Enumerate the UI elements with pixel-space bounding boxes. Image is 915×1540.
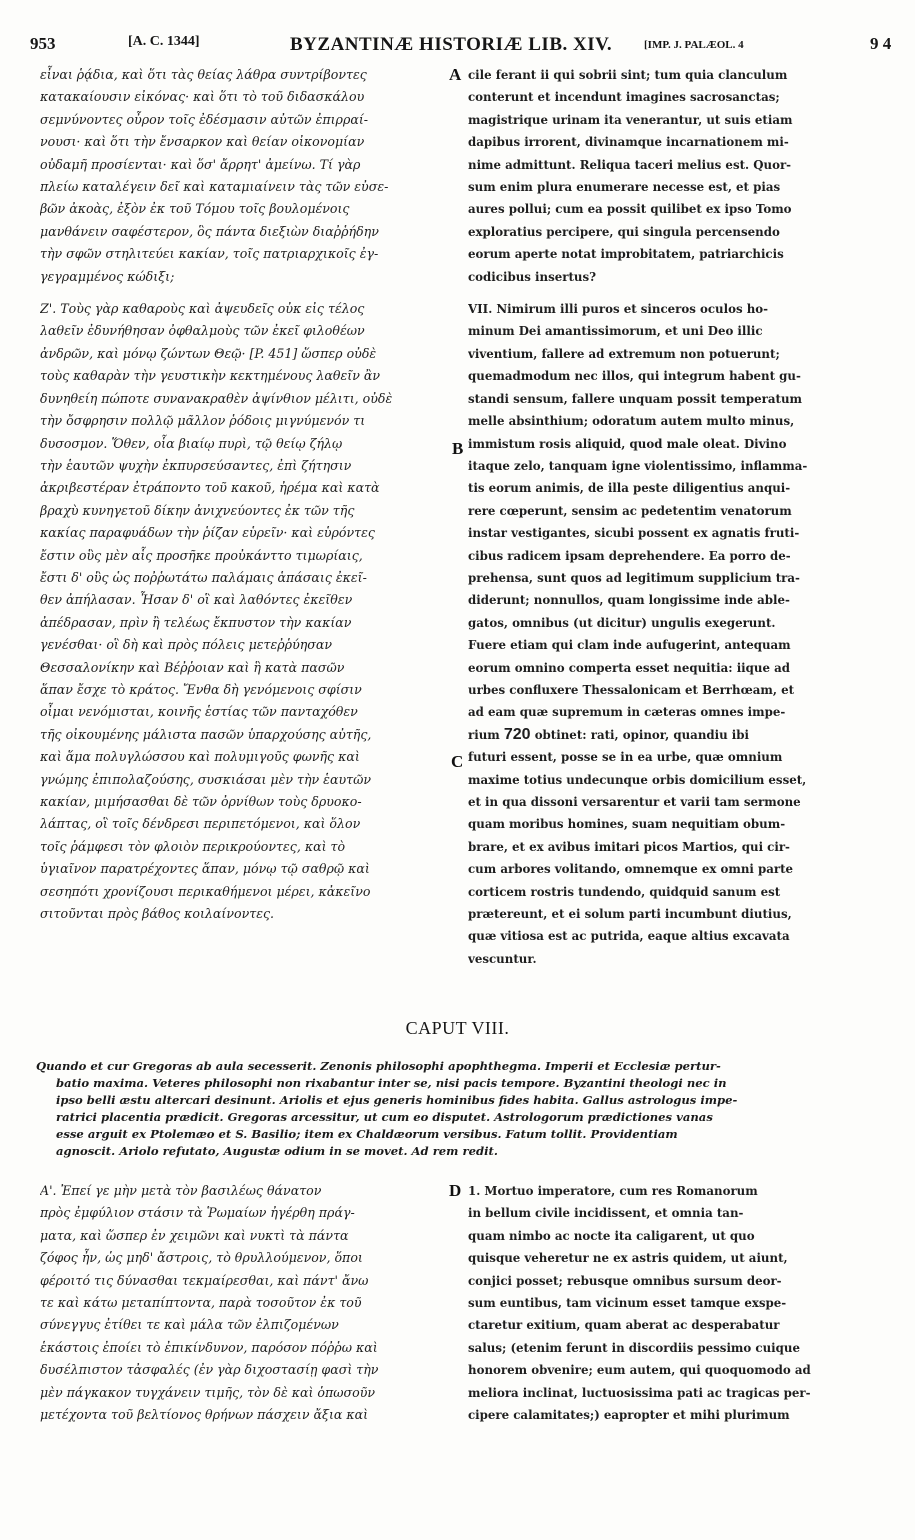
margin-marker-d: D bbox=[449, 1181, 462, 1200]
header-date: [A. C. 1344] bbox=[128, 34, 200, 49]
header-title: BYZANTINÆ HISTORIÆ LIB. XIV. bbox=[290, 34, 613, 55]
margin-marker-b: B bbox=[452, 439, 464, 458]
greek-text-line: ζόφος ἦν, ὡς μηδ' ἄστροις, τὸ θρυλλούμενον, ὅποι bbox=[40, 1250, 363, 1266]
latin-text-line: aures pollui; cum ea possit quilibet ex ipso Tomo bbox=[468, 202, 792, 217]
greek-text-line: σύνεγγυς ἐτίθει τε καὶ μάλα τῶν ἐλπιζομένων bbox=[40, 1317, 339, 1333]
greek-text-line: σεμνύνοντες οὖρον τοῖς ἐδέσμασιν αὐτῶν ἐπιρραί- bbox=[40, 111, 369, 127]
latin-text-line: quam nimbo ac nocte ita caligarent, ut quo bbox=[468, 1228, 755, 1243]
latin-text-line: honorem obvenire; eum autem, qui quoquomodo ad bbox=[468, 1363, 811, 1378]
greek-text-line: δυσέλπιστον τἀσφαλές (ἐν γὰρ διχοστασίῃ φασὶ τὴν bbox=[40, 1362, 379, 1378]
greek-text-line: καὶ ἅμα πολυγλώσσου καὶ πολυμιγοῦς φωνῆς καὶ bbox=[40, 749, 360, 765]
summary-line: esse arguit ex Ptolemæo et S. Basilio; item ex Chaldæorum versibus. Fatum tollit. Providentiam bbox=[56, 1127, 678, 1141]
greek-text-line: μανθάνειν σαφέστερον, ὃς πάντα διεξιὼν διαῤῥήδην bbox=[40, 223, 379, 239]
latin-text-line: VII. Nimirum illi puros et sinceros oculos ho- bbox=[468, 302, 769, 317]
latin-text-line bbox=[468, 724, 880, 746]
latin-text-line: salus; (etenim ferunt in discordiis pessimo cuique bbox=[468, 1340, 800, 1355]
latin-text-line: ad eam quæ supremum in cæteras omnes impe- bbox=[468, 705, 786, 720]
greek-text-line: ματα, καὶ ὥσπερ ἐν χειμῶνι καὶ νυκτὶ τὰ πάντα bbox=[40, 1227, 349, 1243]
summary-line: batio maxima. Veteres philosophi non rixabantur inter se, nisi pacis tempore. Byzantini theologi nec in bbox=[56, 1076, 727, 1090]
summary-line: Quando et cur Gregoras ab aula secesserit. Zenonis philosophi apophthegma. Imperii et Ecclesiæ pertur- bbox=[36, 1059, 721, 1073]
latin-text-line: magistrique urinam ita venerantur, ut suis etiam bbox=[468, 112, 793, 127]
latin-text-line: instar vestigantes, sicubi possent ex agnatis fruti- bbox=[468, 526, 800, 541]
greek-text-line: κατακαίουσιν εἰκόνας· καὶ ὅτι τὸ τοῦ διδασκάλου bbox=[40, 89, 365, 105]
greek-text-line: Ζ'. Τοὺς γὰρ καθαροὺς καὶ ἀψευδεῖς οὐκ εἰς τέλος bbox=[40, 301, 365, 317]
latin-text-line: tis eorum animis, de illa peste diligentius anqui- bbox=[468, 481, 791, 496]
latin-text-line: immistum rosis aliquid, quod male oleat. Divino bbox=[468, 436, 787, 451]
latin-text-line: eorum aperte notat improbitatem, patriarchicis bbox=[468, 247, 784, 262]
greek-text-line: σεσηπότι χρονίζουσι περικαθήμενοι μέρει, κἀκεῖνο bbox=[40, 883, 371, 899]
latin-text-line: urbes confluxere Thessalonicam et Berrhœam, et bbox=[468, 682, 795, 697]
summary-line: ratrici placentia prædicit. Gregoras arcessitur, ut cum eo disputet. Astrologorum prædictiones vanas bbox=[56, 1110, 713, 1124]
greek-text-line: μετέχοντα τοῦ βελτίονος θρήνων πάσχειν ἄξια καὶ bbox=[40, 1407, 369, 1423]
greek-text-line: γεγραμμένος κώδιξι; bbox=[40, 268, 175, 284]
latin-text-line: prehensa, sunt quos ad legitimum supplicium tra- bbox=[468, 570, 800, 585]
latin-text-line: futuri essent, posse se in ea urbe, quæ omnium bbox=[468, 750, 783, 765]
latin-text-line: standi sensum, fallere unquam possit temperatum bbox=[468, 391, 803, 406]
greek-text-line: τοὺς καθαρὰν τὴν γευστικὴν κεκτημένους λαθεῖν ἂν bbox=[40, 368, 381, 384]
latin-text-line: quemadmodum nec illos, qui integrum habent gu- bbox=[468, 369, 801, 384]
greek-text-line: τοῖς ῥάμφεσι τὸν φλοιὸν περικρούοντες, καὶ τὸ bbox=[40, 838, 346, 854]
greek-text-line: σιτοῦνται πρὸς βάθος κοιλαίνοντες. bbox=[40, 906, 275, 922]
latin-text-line: vescuntur. bbox=[468, 951, 537, 966]
latin-text-line: quam moribus homines, suam nequitiam obum- bbox=[468, 817, 786, 832]
greek-column-top bbox=[40, 64, 445, 925]
latin-text-line: melle absinthium; odoratum autem multo minus, bbox=[468, 414, 795, 429]
greek-text-line: γενέσθαι· οἳ δὴ καὶ πρὸς πόλεις μετεῤῥύησαν bbox=[40, 637, 333, 653]
latin-text-line: meliora inclinat, luctuosissima pati ac tragicas per- bbox=[468, 1385, 811, 1400]
greek-text-line: τὴν ὄσφρησιν πολλῷ μᾶλλον ῥόδοις μιγνύμενόν τι bbox=[40, 413, 366, 429]
greek-text-line: τὴν ἑαυτῶν ψυχὴν ἐκπυρσεύσαντες, ἐπὶ ζήτησιν bbox=[40, 457, 352, 473]
greek-text-line: πλείω καταλέγειν δεῖ καὶ καταμιαίνειν τὰς τῶν εὐσε- bbox=[40, 179, 389, 195]
greek-text-line: κακίας παραφυάδων τὴν ῥίζαν εὑρεῖν· καὶ εὑρόντες bbox=[40, 525, 375, 541]
greek-text-line: ὑγιαῖνον παρατρέχοντες ἅπαν, μόνῳ τῷ σαθρῷ καὶ bbox=[40, 861, 370, 877]
latin-text-line: gatos, omnibus (ut dicitur) ungulis exegerunt. bbox=[468, 615, 776, 630]
page-number: 953 bbox=[30, 34, 56, 53]
latin-text-line: quæ vitiosa est ac putrida, eaque altius excavata bbox=[468, 929, 790, 944]
latin-text-line: sum enim plura enumerare necesse est, et pias bbox=[468, 180, 781, 195]
running-header bbox=[30, 34, 892, 60]
latin-text-fragment: rium bbox=[468, 727, 500, 742]
greek-text-line: γνώμης ἐπιπολαζούσης, συσκιάσαι μὲν τὴν ἑαυτῶν bbox=[40, 771, 371, 787]
greek-text-line: νουσι· καὶ ὅτι τὴν ἔνσαρκον καὶ θείαν οἰκονομίαν bbox=[40, 134, 365, 150]
latin-text-line: cile ferant ii qui sobrii sint; tum quia clanculum bbox=[468, 68, 788, 82]
greek-text-line: οὐδαμῆ προσίενται· καὶ ὅσ' ἄρρητ' ἀμείνω. Τί γὰρ bbox=[40, 156, 361, 172]
latin-text-line: sum euntibus, tam vicinum esset tamque exspe- bbox=[468, 1296, 787, 1311]
latin-text-line: prætereunt, et ei solum parti incumbunt diutius, bbox=[468, 907, 792, 922]
greek-text-line: Α'. Ἐπεί γε μὴν μετὰ τὸν βασιλέως θάνατον bbox=[40, 1183, 322, 1198]
latin-text-line: cum arbores volitando, omnemque ex omni parte bbox=[468, 862, 794, 877]
greek-text-line: φέροιτό τις δύνασθαι τεκμαίρεσθαι, καὶ πάντ' ἄνω bbox=[40, 1272, 369, 1288]
greek-text-line: ἑκάστοις ἐποίει τὸ ἐπικίνδυνον, παρόσον πόῤῥω καὶ bbox=[40, 1339, 378, 1355]
summary-line: ipso belli æstu altercari desinunt. Ariolis et ejus generis hominibus fides habita. Gallus astrologus impe- bbox=[56, 1093, 738, 1107]
summary-line: agnoscit. Ariolo refutato, Augustæ odium in se movet. Ad rem redit. bbox=[56, 1144, 498, 1158]
latin-text-line: codicibus insertus? bbox=[468, 269, 597, 284]
latin-column-bottom bbox=[468, 1180, 880, 1426]
latin-text-line: rere cœperunt, sensim ac pedetentim venatorum bbox=[468, 503, 792, 518]
latin-text-line: et in qua dissoni versarentur et varii tam sermone bbox=[468, 795, 801, 809]
latin-text-line: cipere calamitates;) eapropter et mihi plurimum bbox=[468, 1408, 790, 1423]
latin-text-line: 1. Mortuo imperatore, cum res Romanorum bbox=[468, 1184, 758, 1198]
greek-text-line: βῶν ἀκοὰς, ἐξὸν ἐκ τοῦ Τόμου τοῖς βουλομένοις bbox=[40, 201, 350, 217]
latin-text-line: Fuere etiam qui clam inde aufugerint, antequam bbox=[468, 638, 791, 653]
latin-text-line: minum Dei amantissimorum, et uni Deo illic bbox=[468, 324, 763, 339]
header-folio: 9 4 bbox=[870, 34, 892, 53]
greek-text-line: ἔστιν οὓς μὲν αἷς προσῆκε προὐκάνττο τιμωρίαις, bbox=[40, 547, 363, 563]
latin-text-line: exploratius percipere, qui singula percensendo bbox=[468, 224, 780, 239]
greek-text-line: ἀπέδρασαν, πρὶν ἢ τελέως ἔκπυστον τὴν κακίαν bbox=[40, 614, 352, 630]
latin-text-line: conterunt et incendunt imagines sacrosanctas; bbox=[468, 90, 780, 105]
greek-text-line: ἀνδρῶν, καὶ μόνῳ ζώντων Θεῷ· [P. 451] ὥσπερ οὐδὲ bbox=[40, 345, 377, 361]
greek-text-line: λάπτας, οἳ τοῖς δένδρεσι περιπετόμενοι, καὶ ὅλον bbox=[40, 816, 361, 832]
latin-text-fragment: obtinet: rati, opinor, quandiu ibi bbox=[534, 727, 750, 742]
latin-text-line: conjici posset; rebusque omnibus sursum deor- bbox=[468, 1273, 782, 1288]
latin-text-line: viventium, fallere ad extremum non potuerunt; bbox=[468, 346, 780, 361]
page-reference-number: 720 bbox=[503, 725, 531, 743]
latin-text-line: cibus radicem ipsam deprehendere. Ea porro de- bbox=[468, 548, 791, 563]
latin-column-top bbox=[468, 64, 880, 970]
latin-text-line: ctaretur exitium, quam aberat ac desperabatur bbox=[468, 1318, 780, 1333]
greek-text-line: βραχὺ κυνηγετοῦ δίκην ἀνιχνεύοντες ἐκ τῶν τῆς bbox=[40, 502, 355, 518]
greek-text-line: εἶναι ῥᾴδια, καὶ ὅτι τὰς θείας λάθρα συντρίβοντες bbox=[40, 67, 367, 82]
greek-text-line: λαθεῖν ἐδυνήθησαν ὀφθαλμοὺς τῶν ἐκεῖ φιλοθέων bbox=[40, 323, 365, 339]
latin-text-line: in bellum civile incidissent, et omnia tan- bbox=[468, 1206, 744, 1221]
header-imperial: [IMP. J. PALÆOL. 4 bbox=[644, 39, 744, 51]
greek-text-line: ἔστι δ' οὓς ὡς ποῤῥωτάτω παλάμαις ἁπάσαις ἐκεῖ- bbox=[40, 569, 367, 585]
greek-text-line: δυνηθείη πώποτε συνανακραθὲν ἀψίνθιον μέλιτι, οὐδὲ bbox=[40, 390, 393, 406]
latin-text-line: corticem rostris tundendo, quidquid sanum est bbox=[468, 884, 781, 899]
greek-text-line: τε καὶ κάτω μεταπίπτοντα, παρὰ τοσοῦτον ἐκ τοῦ bbox=[40, 1295, 362, 1311]
greek-text-line: θεν ἀπήλασαν. Ἦσαν δ' οἳ καὶ λαθόντες ἐκεῖθεν bbox=[40, 592, 353, 608]
latin-text-line: itaque zelo, tanquam igne violentissimo, inflamma- bbox=[468, 458, 808, 473]
latin-text-line: quisque veheretur ne ex astris quidem, ut aiunt, bbox=[468, 1251, 788, 1266]
greek-text-line: τὴν σφῶν στηλιτεύει κακίαν, τοῖς πατριαρχικοῖς ἐγ- bbox=[40, 246, 379, 262]
latin-text-line: maxime totius undecunque orbis domicilium esset, bbox=[468, 772, 807, 787]
latin-text-line: dapibus irrorent, divinamque incarnationem mi- bbox=[468, 135, 789, 150]
greek-text-line: κακίαν, μιμήσασθαι δὲ τῶν ὀρνίθων τοὺς δρυοκο- bbox=[40, 794, 362, 809]
greek-text-line: Θεσσαλονίκην καὶ Βέῤῥοιαν καὶ ἣ κατὰ πασῶν bbox=[40, 659, 345, 675]
greek-column-bottom bbox=[40, 1180, 445, 1426]
latin-text-line: diderunt; nonnullos, quam longissime inde able- bbox=[468, 593, 790, 608]
greek-text-line: μὲν πάγκακον τυγχάνειν τιμῆς, τὸν δὲ καὶ ὁπωσοῦν bbox=[40, 1384, 376, 1400]
margin-marker-a: A bbox=[449, 65, 462, 84]
margin-marker-c: C bbox=[451, 752, 464, 771]
latin-text-line: brare, et ex avibus imitari picos Martios, qui cir- bbox=[468, 839, 790, 854]
greek-text-line: ἅπαν ἔσχε τὸ κράτος. Ἔνθα δὴ γενόμενοις σφίσιν bbox=[40, 681, 362, 697]
greek-text-line: τῆς οἰκουμένης μάλιστα πασῶν ὑπαρχούσης αὐτῆς, bbox=[40, 726, 372, 742]
greek-text-line: δυσοσμον. Ὅθεν, οἷα βιαίῳ πυρὶ, τῷ θείῳ ζήλῳ bbox=[40, 435, 343, 451]
greek-text-line: οἶμαι νενόμισται, κοινῆς ἑστίας τῶν πανταχόθεν bbox=[40, 704, 358, 720]
latin-text-line: nime admittunt. Reliqua taceri melius est. Quor- bbox=[468, 157, 792, 172]
latin-text-line: eorum omnino comperta esset nequitia: iique ad bbox=[468, 660, 790, 675]
chapter-summary bbox=[36, 1058, 884, 1160]
chapter-title: CAPUT VIII. bbox=[405, 1018, 510, 1038]
greek-text-line: πρὸς ἐμφύλιον στάσιν τὰ Ῥωμαίων ἠγέρθη πράγ- bbox=[40, 1205, 355, 1221]
greek-text-line: ἀκριβεστέραν ἐτράποντο τοῦ κακοῦ, ἠρέμα καὶ κατὰ bbox=[40, 480, 380, 496]
